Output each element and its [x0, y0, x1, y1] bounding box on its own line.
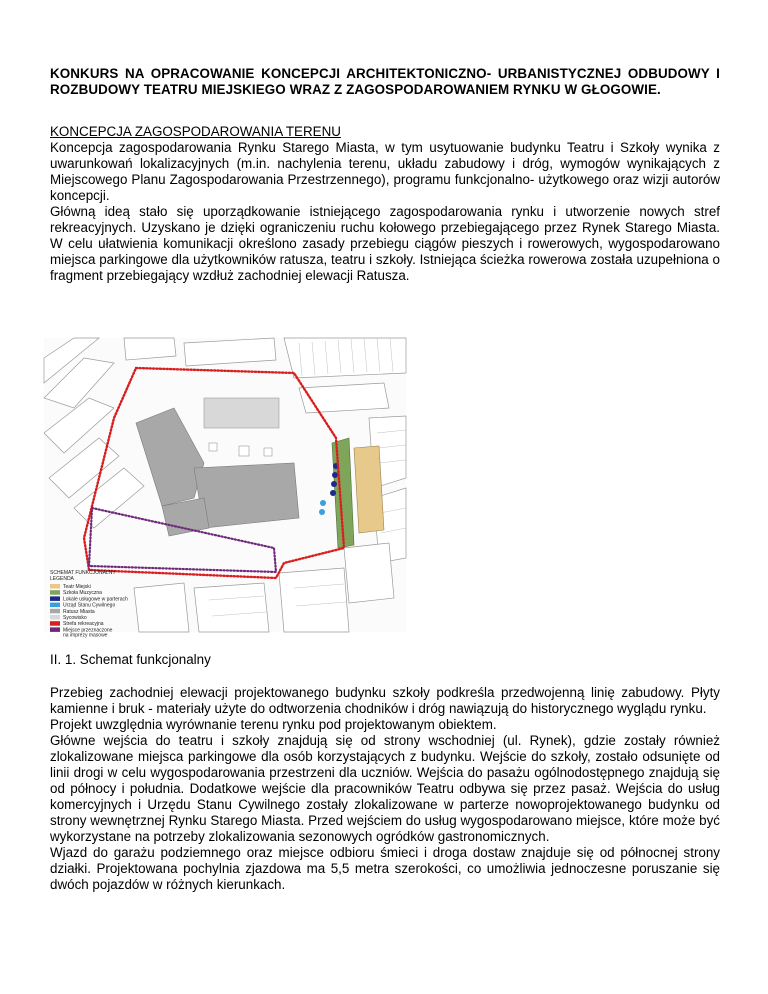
paragraph: Projekt uwzględnia wyrównanie terenu rynku pod projektowanym obiektem. [50, 717, 497, 732]
legend-swatch [50, 590, 60, 595]
paragraph: Główną ideą stało się uporządkowanie istniejącego zagospodarowania rynku i utworzenie nowych stref rekreacyjnych. Uzyskano je dzięki ograniczeniu ruchu kołowego przebiegającego przez Rynek Starego Miasta. W celu ułatwienia komunikacji określono zasady przebiegu ciągów pieszych i rowerowych, wygospodarowano miejsca parkingowe dla użytkowników ratusza, teatru i szkoły. Istniejąca ścieżka rowerowa została uzupełniona o fragment przebiegający wzdłuż zachodniej elewacji Ratusza. [50, 204, 720, 283]
legend-swatch [50, 615, 60, 620]
site-plan-figure [44, 338, 406, 639]
section-heading: KONCEPCJA ZAGOSPODAROWANIA TERENU [50, 124, 341, 139]
paragraph: Koncepcja zagospodarowania Rynku Starego Miasta, w tym usytuowanie budynku Teatru i Szkoły wynika z uwarunkowań lokalizacyjnych (m.in. nachylenia terenu, układu zabudowy i dróg, wymogów wynikających z Miejscowego Planu Zagospodarowania Przestrzennego), programu funkcjonalno- użytkowego oraz wizji autorów koncepcji. [50, 140, 720, 203]
section-concept [50, 124, 720, 284]
legend-label: Teatr Miejski [63, 584, 91, 590]
figure-caption: II. 1. Schemat funkcjonalny [50, 652, 211, 667]
section-description [50, 685, 720, 893]
legend-label: Ratusz Miasta [63, 608, 95, 615]
paragraph: Główne wejścia do teatru i szkoły znajdują się od strony wschodniej (ul. Rynek), gdzie zostały również zlokalizowane miejsca parkingowe dla osób korzystających z budynku. Wejście do szkoły, zostało odsunięte od linii drogi w celu wygospodarowania przestrzeni dla uczniów. Wejścia do pasażu ogólnodostępnego znajdują się od północy i południa. Dodatkowe wejście dla pracowników Teatru odbywa się przez pasaż. Wejścia do usług komercyjnych i Urzędu Stanu Cywilnego zostały zlokalizowane w parterze nowoprojektowanego budynku od strony wewnętrznej Rynku Starego Miasta. Przed wejściem do usług wygospodarowano miejsce, które może być wykorzystane na potrzeby zlokalizowania sezonowych ogródków gastronomicznych. [50, 733, 720, 844]
legend-label: Urząd Stanu Cywilnego [63, 602, 116, 609]
legend-label: Sycowisko [63, 615, 87, 621]
legend-title: SCHEMAT FUNKCJONALNY [50, 570, 116, 576]
legend-swatch [50, 596, 60, 601]
legend-label: Szkoła Muzyczna [63, 590, 102, 597]
legend-swatch [50, 603, 60, 608]
legend-swatch [50, 609, 60, 614]
site-plan-drawing [44, 338, 406, 639]
document-title: KONKURS NA OPRACOWANIE KONCEPCJI ARCHITEKTONICZNO- URBANISTYCZNEJ ODBUDOWY I ROZBUDOWY TEATRU MIEJSKIEGO WRAZ Z ZAGOSPODAROWANIEM RYNKU W GŁOGOWIE. [50, 66, 720, 97]
legend-subtitle: LEGENDA [50, 576, 74, 582]
paragraph: Przebieg zachodniej elewacji projektowanego budynku szkoły podkreśla przedwojenną linię zabudowy. Płyty kamienne i bruk - materiały użyte do odtworzenia chodników i dróg nawiązują do historycznego wyglądu rynku. [50, 685, 720, 716]
paragraph: Wjazd do garażu podziemnego oraz miejsce odbioru śmieci i droga dostaw znajduje się od północnej strony działki. Projektowana pochylnia zjazdowa ma 5,5 metra szerokości, co umożliwia jednoczesne poruszanie się dwóch pojazdów w różnych kierunkach. [50, 845, 720, 892]
legend-swatch [50, 627, 60, 632]
legend-swatch [50, 621, 60, 626]
legend-label: na imprezy masowe [63, 632, 108, 639]
legend-label: Lokale usługowe w parterach [63, 596, 128, 603]
legend-label: Miejsce przeznaczone [63, 627, 113, 634]
legend-label: Strefa rekreacyjna [63, 621, 104, 628]
legend-swatch [50, 584, 60, 589]
